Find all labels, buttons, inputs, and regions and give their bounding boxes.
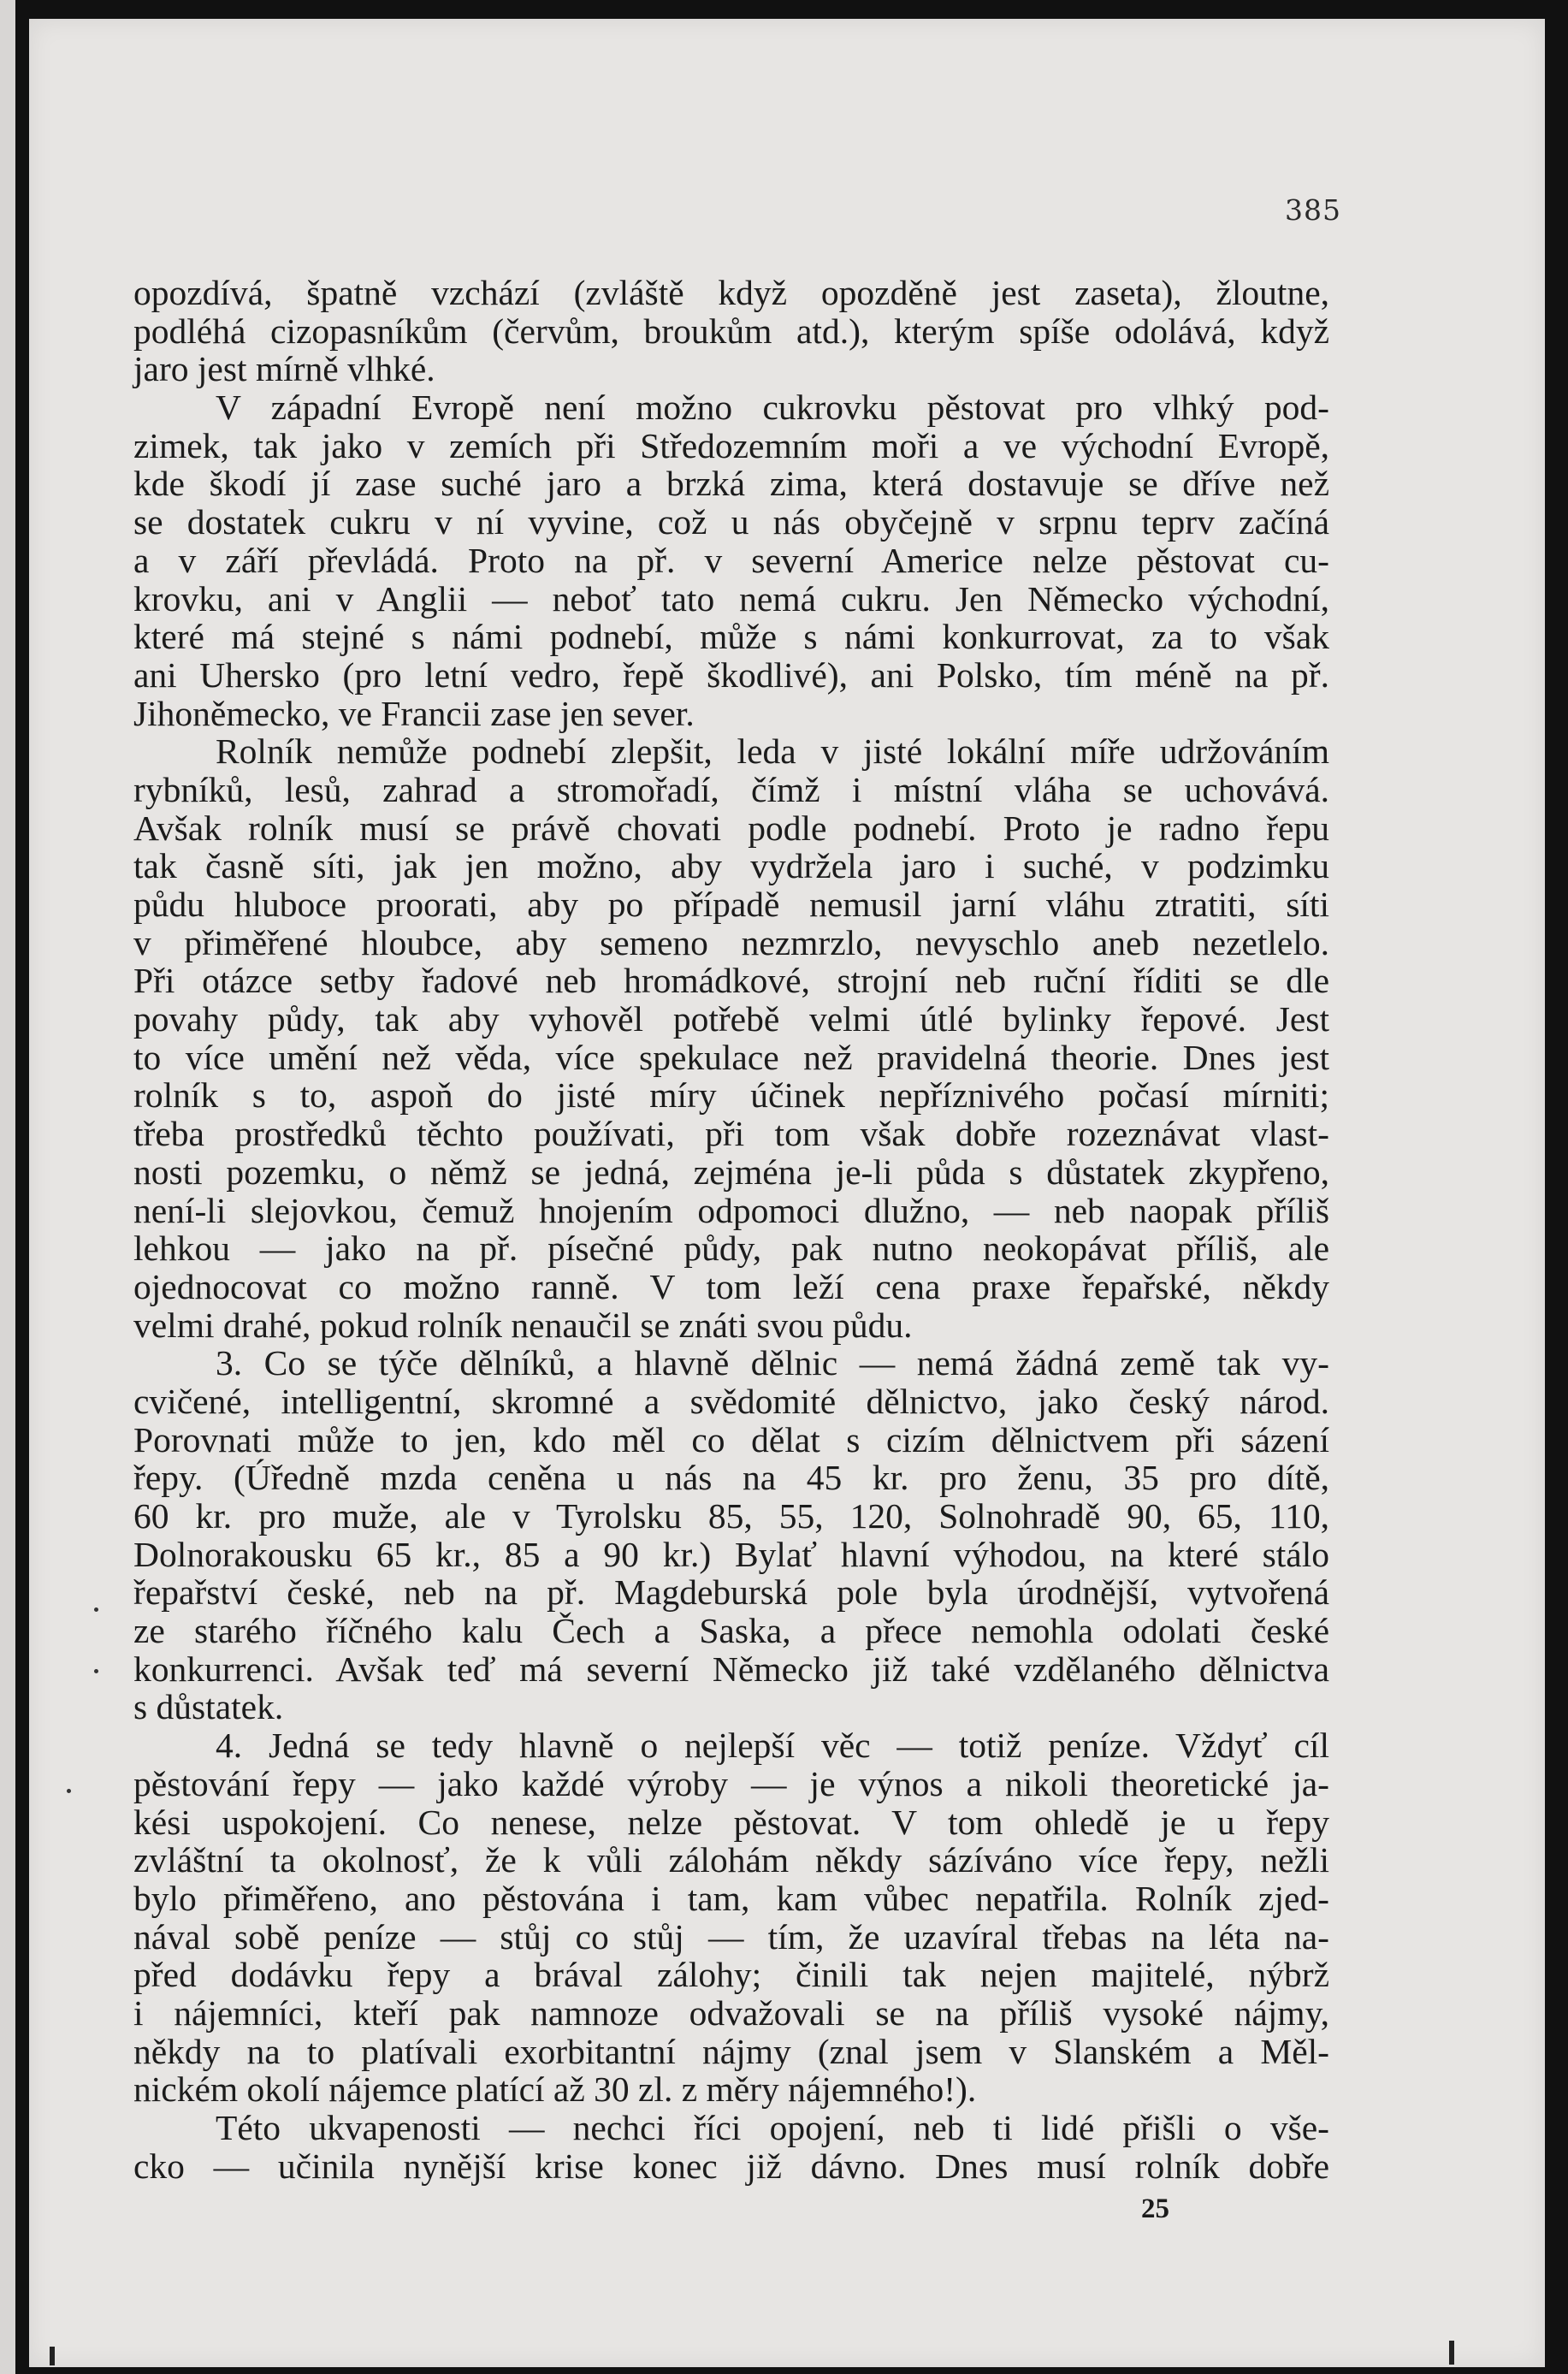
text-line: opozdívá, špatně vzchází (zvláště když opozděně jest zaseta), žloutne, [133, 273, 1329, 312]
margin-dot [67, 1789, 71, 1793]
text-line: cvičené, intelligentní, skromné a svědomité dělnictvo, jako český národ. [133, 1381, 1329, 1421]
text-line: Avšak rolník musí se právě chovati podle podnebí. Proto je radno řepu [133, 808, 1329, 848]
text-line: Této ukvapenosti — nechci říci opojení, neb ti lidé přišli o vše- [216, 2108, 1329, 2147]
text-line: krovku, ani v Anglii — neboť tato nemá cukru. Jen Německo východní, [133, 578, 1329, 619]
text-line: podléhá cizopasníkům (červům, broukům atd.), kterým spíše odolává, když [133, 311, 1329, 351]
page-number: 385 [1285, 193, 1341, 227]
text-line: v přiměřené hloubce, aby semeno nezmrzlo, nevyschlo aneb nezetlelo. [133, 922, 1329, 962]
text-line: zimek, tak jako v zemích při Středozemním moři a ve východní Evropě, [133, 425, 1329, 465]
text-line: konkurrenci. Avšak teď má severní Německo již také vzdělaného dělnictva [133, 1649, 1329, 1689]
text-line: 3. Co se týče dělníků, a hlavně dělnic — nemá žádná země tak vy- [216, 1343, 1329, 1383]
text-line: nickém okolí nájemce platící až 30 zl. z měry nájemného!). [133, 2069, 977, 2110]
text-line: rybníků, lesů, zahrad a stromořadí, čímž i místní vláha se uchovává. [133, 769, 1329, 809]
text-line: to více umění než věda, více spekulace než pravidelná theorie. Dnes jest [133, 1037, 1329, 1077]
text-line: Dolnorakousku 65 kr., 85 a 90 kr.) Bylať hlavní výhodou, na které stálo [133, 1534, 1329, 1574]
text-line: bylo přiměřeno, ano pěstována i tam, kam vůbec nepatřila. Rolník zjed- [133, 1878, 1329, 1918]
text-line: nával sobě peníze — stůj co stůj — tím, že uzavíral třebas na léta na- [133, 1916, 1329, 1957]
text-line: pěstování řepy — jako každé výroby — je výnos a nikoli theoretické ja- [133, 1763, 1329, 1803]
text-line: a v září převládá. Proto na př. v severní Americe nelze pěstovat cu- [133, 540, 1329, 580]
text-line: lehkou — jako na př. písečné půdy, pak nutno neokopávat příliš, ale [133, 1228, 1329, 1269]
text-line: Porovnati může to jen, kdo měl co dělat s cizím dělnictvem při sázení [133, 1419, 1329, 1459]
text-line: 60 kr. pro muže, ale v Tyrolsku 85, 55, 120, Solnohradě 90, 65, 110, [133, 1496, 1329, 1536]
text-line: před dodávku řepy a brával zálohy; činili tak nejen majitelé, nýbrž [133, 1955, 1329, 1995]
text-line: povahy půdy, tak aby vyhověl potřebě velmi útlé bylinky řepové. Jest [133, 999, 1329, 1039]
edge-mark [50, 2347, 55, 2365]
text-line: půdu hluboce proorati, aby po případě nemusil jarní vláhu ztratiti, síti [133, 885, 1329, 924]
text-line: řepařství české, neb na př. Magdeburská pole byla úrodnější, vytvořená [133, 1572, 1329, 1613]
text-line: kde škodí jí zase suché jaro a brzká zima, která dostavuje se dříve než [133, 464, 1329, 504]
text-line: ojednocovat co možno ranně. V tom leží cena praxe řepařské, někdy [133, 1266, 1329, 1306]
text-line: 4. Jedná se tedy hlavně o nejlepší věc — totiž peníze. Vždyť cíl [216, 1726, 1329, 1766]
text-line: Při otázce setby řadové neb hromádkové, strojní neb ruční říditi se dle [133, 961, 1329, 1001]
text-line: se dostatek cukru v ní vyvine, což u nás obyčejně v srpnu teprv začíná [133, 502, 1329, 542]
text-line: ze starého říčného kalu Čech a Saska, a přece nemohla odolati české [133, 1611, 1329, 1651]
text-line: které má stejné s námi podnebí, může s námi konkurrovat, za to však [133, 617, 1329, 657]
signature-mark: 25 [1141, 2193, 1169, 2224]
text-line: třeba prostředků těchto používati, při tom však dobře rozeznávat vlast- [133, 1114, 1329, 1154]
text-line: Jihoněmecko, ve Francii zase jen sever. [133, 693, 695, 733]
text-line: cko — učinila nynější krise konec již dávno. Dnes musí rolník dobře [133, 2146, 1329, 2186]
text-line: tak časně síti, jak jen možno, aby vydržela jaro i suché, v podzimku [133, 846, 1329, 886]
text-line: není-li slejovkou, čemuž hnojením odpomoci dlužno, — neb naopak příliš [133, 1190, 1329, 1230]
text-line: s důstatek. [133, 1687, 284, 1727]
text-line: velmi drahé, pokud rolník nenaučil se znáti svou půdu. [133, 1305, 913, 1345]
text-line: nosti pozemku, o němž se jedná, zejména je-li půda s důstatek zkypřeno, [133, 1151, 1329, 1192]
text-line: Rolník nemůže podnebí zlepšit, leda v jisté lokální míře udržováním [216, 731, 1329, 772]
text-line: jaro jest mírně vlhké. [133, 349, 435, 389]
body-text [133, 274, 1329, 2185]
text-line: rolník s to, aspoň do jisté míry účinek nepříznivého počasí mírniti; [133, 1075, 1329, 1116]
text-line: i nájemníci, kteří pak namnoze odvažovali se na příliš vysoké nájmy, [133, 1992, 1329, 2033]
edge-mark [1449, 2341, 1454, 2365]
margin-dot [94, 1669, 98, 1673]
text-line: řepy. (Úředně mzda ceněna u nás na 45 kr. pro ženu, 35 pro dítě, [133, 1458, 1329, 1498]
text-line: V západní Evropě není možno cukrovku pěstovat pro vlhký pod- [216, 388, 1329, 428]
margin-dot [94, 1607, 98, 1612]
text-line: někdy na to platívali exorbitantní nájmy (znal jsem v Slanském a Měl- [133, 2031, 1329, 2071]
text-line: ani Uhersko (pro letní vedro, řepě škodlivé), ani Polsko, tím méně na př. [133, 654, 1329, 695]
text-line: kési uspokojení. Co nenese, nelze pěstovat. V tom ohledě je u řepy [133, 1802, 1329, 1842]
text-line: zvláštní ta okolnosť, že k vůli zálohám někdy sázíváno více řepy, nežli [133, 1840, 1329, 1880]
adjacent-page-edge [0, 0, 15, 2374]
